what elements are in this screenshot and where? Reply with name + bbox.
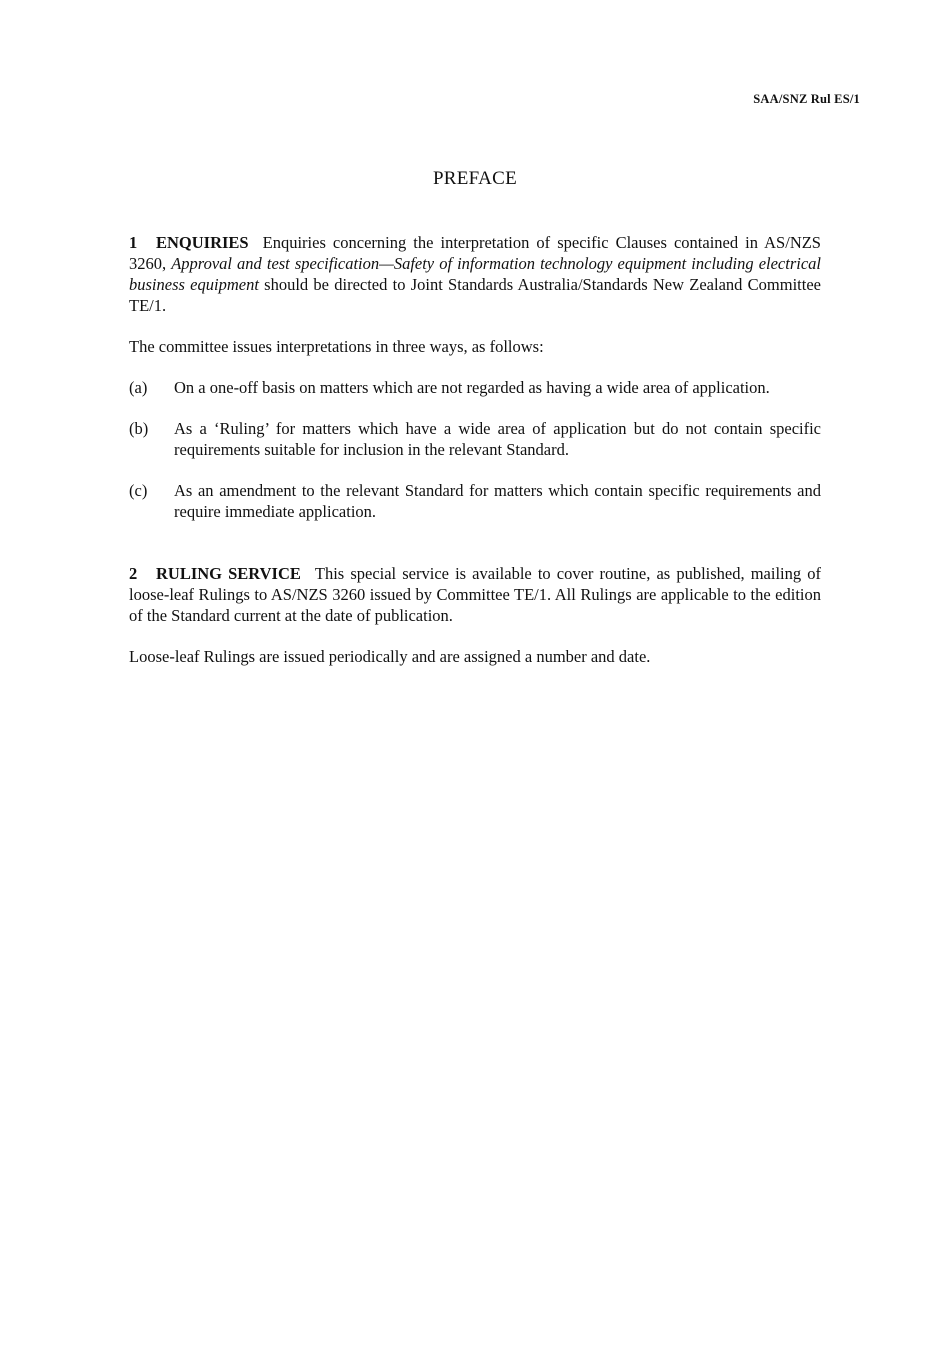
list-item-text: As an amendment to the relevant Standard for matters which contain specific requirements and require immediate application. <box>174 481 821 521</box>
list-item <box>129 418 821 460</box>
section-ruling-service-paragraph <box>129 563 821 626</box>
section-heading-enquiries: ENQUIRIES <box>156 233 249 252</box>
page-title: PREFACE <box>432 168 518 189</box>
list-marker: (a) <box>129 378 148 397</box>
section-enquiries-paragraph <box>129 232 821 316</box>
list-item-text: On a one-off basis on matters which are not regarded as having a wide area of application. <box>174 378 770 397</box>
ruling-service-text: This special service is available to cover routine, as published, mailing of loose-leaf Rulings to AS/NZS 3260 issued by Committee TE/1. All Rulings are applicable to the edition of the Standard current at the date of publication. <box>129 564 821 625</box>
section-number: 1 <box>129 233 138 252</box>
section-heading-ruling-service: RULING SERVICE <box>156 564 301 583</box>
list-item-text: As a ‘Ruling’ for matters which have a wide area of application but do not contain specific requirements suitable for inclusion in the relevant Standard. <box>174 419 821 459</box>
list-item <box>129 377 821 398</box>
list-item <box>129 480 821 522</box>
list-marker: (b) <box>129 419 149 438</box>
section-number: 2 <box>129 564 138 583</box>
ruling-closing-text: Loose-leaf Rulings are issued periodically and are assigned a number and date. <box>129 647 651 666</box>
list-marker: (c) <box>129 481 148 500</box>
document-body <box>129 232 821 667</box>
enquiries-text: Enquiries concerning the interpretation of specific Clauses contained in AS/NZS 3260, <box>129 233 821 273</box>
standard-title: Approval and test specification—Safety of information technology equipment including electrical business equipment <box>129 254 822 294</box>
enquiries-text-continued: should be directed to Joint Standards Australia/Standards New Zealand Committee TE/1. <box>129 275 821 315</box>
interpretations-intro: The committee issues interpretations in three ways, as follows: <box>129 337 544 356</box>
document-code: SAA/SNZ Rul ES/1 <box>753 92 860 106</box>
